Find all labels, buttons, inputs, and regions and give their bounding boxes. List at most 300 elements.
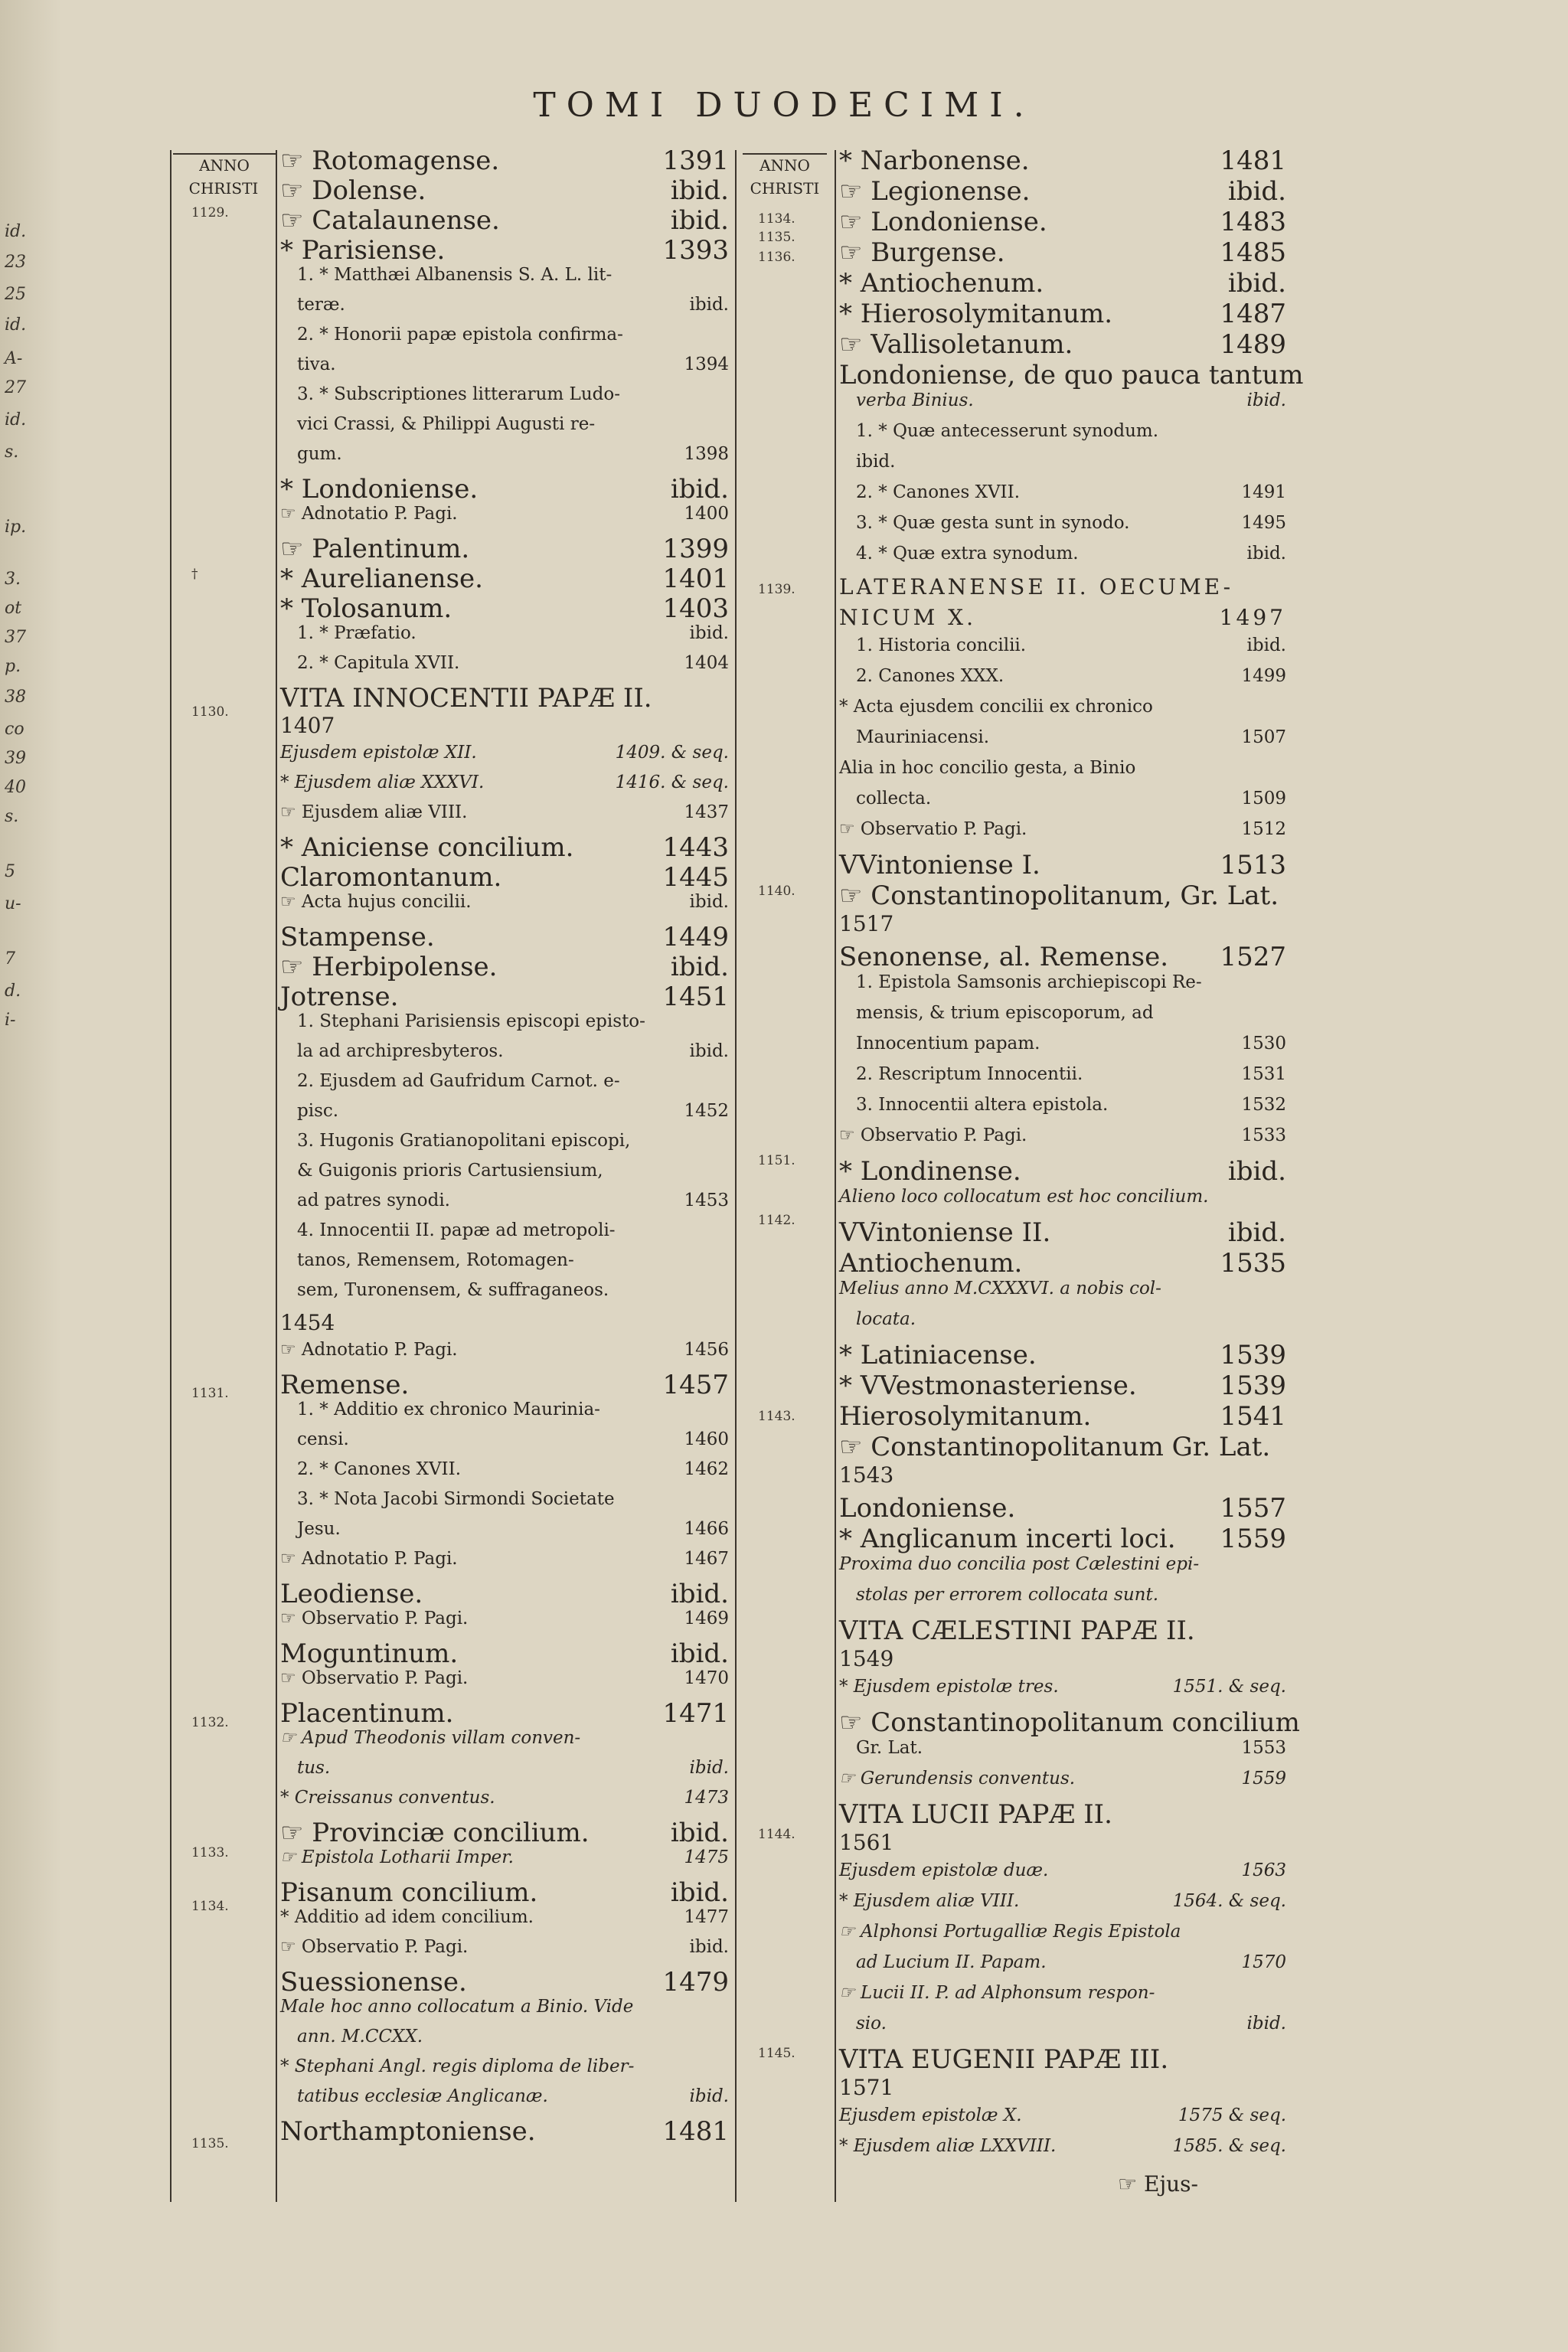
index-entry (280, 832, 729, 862)
index-entry (280, 1937, 729, 1967)
entry-title: LATERANENSE II. OECUME- (839, 574, 1234, 599)
entry-title: VVintoniense II. (839, 1217, 1051, 1248)
entry-title: Jotrense. (280, 982, 399, 1012)
index-entry (839, 268, 1286, 299)
index-entry (839, 1524, 1286, 1554)
gutter-mark: 3. (5, 570, 21, 589)
entry-title: ☞ Gerundensis conventus. (839, 1769, 1076, 1788)
index-entry (280, 1698, 729, 1728)
entry-page: ibid. (1246, 2014, 1286, 2034)
entry-title: verba Binius. (856, 390, 974, 410)
year-marker: 1144. (758, 1827, 795, 1842)
index-entry (839, 1677, 1286, 1707)
entry-title: Ejusdem epistolæ XII. (280, 743, 477, 763)
index-entry (280, 1818, 729, 1847)
index-entry (280, 414, 729, 444)
index-entry (280, 1101, 729, 1131)
entry-title: teræ. (297, 295, 345, 315)
gutter-mark: ot (5, 599, 22, 618)
entry-title: * Stephani Angl. regis diploma de liber- (280, 2056, 635, 2076)
index-entry (839, 1830, 1286, 1860)
entry-page: 1401 (662, 564, 729, 594)
entry-title: * Aurelianense. (280, 564, 483, 594)
year-marker: 1129. (191, 205, 229, 220)
year-marker: 1131. (191, 1386, 229, 1401)
entry-title: 4. * Quæ extra synodum. (856, 544, 1079, 564)
entry-title: tanos, Remensem, Rotomagen- (297, 1250, 574, 1270)
entry-title: 1571 (839, 2075, 894, 2100)
index-entry (839, 1217, 1286, 1248)
gutter-mark: 27 (5, 378, 26, 397)
index-entry (280, 2027, 729, 2056)
entry-title: ☞ Palentinum. (280, 534, 470, 564)
entry-page: ibid. (689, 295, 729, 315)
entry-page: ibid. (689, 1041, 729, 1061)
index-entry (839, 1401, 1286, 1432)
index-entry (280, 922, 729, 952)
right-header-rule-top (743, 153, 827, 155)
entry-title: 2. * Canones XVII. (297, 1459, 462, 1479)
entry-title: Male hoc anno collocatum a Binio. Vide (280, 1997, 634, 2017)
index-entry (839, 1738, 1286, 1769)
gutter-mark: s. (5, 443, 19, 462)
index-entry (280, 1758, 729, 1788)
entry-title: VITA LUCII PAPÆ II. (839, 1799, 1112, 1830)
entry-title: * Hierosolymitanum. (839, 299, 1113, 329)
entry-page: ibid. (1227, 268, 1286, 299)
entry-title: ☞ Ejusdem aliæ VIII. (280, 802, 468, 822)
entry-title: ☞ Adnotatio P. Pagi. (280, 1340, 458, 1360)
entry-page: ibid. (670, 952, 729, 982)
entry-title: Alieno loco collocatum est hoc concilium. (839, 1187, 1209, 1207)
entry-title: 2. Ejusdem ad Gaufridum Carnot. e- (297, 1071, 620, 1091)
entry-title: Londoniense, de quo pauca tantum (839, 360, 1304, 390)
index-entry (280, 265, 729, 295)
entry-page: 1533 (1241, 1125, 1286, 1145)
left-year-rule (276, 150, 277, 2202)
index-entry (839, 727, 1286, 758)
index-entry (839, 819, 1286, 850)
entry-page: ibid. (1227, 1217, 1286, 1248)
entry-page: 1460 (684, 1429, 729, 1449)
entry-page: 1404 (684, 653, 729, 673)
year-marker: † (191, 567, 198, 582)
entry-title: 1. * Matthæi Albanensis S. A. L. lit- (297, 265, 612, 285)
entry-page: ibid. (670, 1877, 729, 1908)
index-entry (839, 1095, 1286, 1125)
index-entry (839, 850, 1286, 880)
entry-page: 1471 (662, 1698, 729, 1729)
entry-page: 1489 (1220, 329, 1286, 360)
left-christi-label: CHRISTI (188, 179, 259, 198)
entry-title: ☞ Epistola Lotharii Imper. (280, 1847, 514, 1867)
gutter-mark: u- (5, 894, 21, 913)
entry-title: stolas per errorem collocata sunt. (856, 1585, 1159, 1605)
entry-title: * Antiochenum. (839, 268, 1044, 299)
entry-title: Northamptoniense. (280, 2116, 536, 2147)
entry-page: ibid. (689, 1758, 729, 1778)
entry-title: ad Lucium II. Papam. (856, 1952, 1047, 1972)
index-entry (280, 593, 729, 623)
entry-title: VITA EUGENII PAPÆ III. (839, 2044, 1169, 2075)
entry-title: Stampense. (280, 922, 435, 952)
entry-title: ibid. (856, 452, 896, 472)
index-entry (280, 862, 729, 892)
index-entry (839, 2014, 1286, 2044)
entry-title: ☞ Observatio P. Pagi. (280, 1668, 469, 1688)
year-marker: 1143. (758, 1409, 795, 1424)
entry-title: & Guigonis prioris Cartusiensium, (297, 1161, 603, 1181)
entry-page: ibid. (670, 175, 729, 206)
entry-page: 1467 (684, 1549, 729, 1569)
entry-page: 1539 (1220, 1370, 1286, 1401)
index-entry (839, 299, 1286, 329)
entry-title: ☞ Londoniense. (839, 207, 1047, 237)
entry-title: pisc. (297, 1101, 339, 1121)
entry-title: Senonense, al. Remense. (839, 942, 1168, 972)
entry-page: 1477 (684, 1907, 729, 1927)
entry-title: 2. * Canones XVII. (856, 482, 1021, 502)
entry-page: 1475 (684, 1847, 729, 1867)
index-entry (280, 325, 729, 354)
index-entry (280, 743, 729, 773)
index-entry (280, 384, 729, 414)
index-entry (280, 653, 729, 683)
right-year-rule (835, 150, 836, 2202)
entry-page: 1485 (1220, 237, 1286, 268)
entry-title: * Additio ad idem concilium. (280, 1907, 534, 1927)
entry-title: sem, Turonensem, & suffraganeos. (297, 1280, 609, 1300)
index-entry (839, 1309, 1286, 1340)
entry-page: 1559 (1220, 1524, 1286, 1554)
index-entry (280, 1370, 729, 1400)
entry-page: ibid. (689, 892, 729, 912)
index-entry (280, 354, 729, 384)
entry-title: Ejusdem epistolæ X. (839, 2105, 1022, 2125)
entry-title: 3. * Quæ gesta sunt in synodo. (856, 513, 1130, 533)
entry-title: ☞ Observatio P. Pagi. (280, 1609, 469, 1628)
gutter-mark: 38 (5, 688, 26, 707)
entry-title: ☞ Alphonsi Portugalliæ Regis Epistola (839, 1922, 1181, 1942)
index-entry (280, 1519, 729, 1549)
index-entry (839, 1493, 1286, 1524)
index-entry (839, 237, 1286, 268)
entry-title: Moguntinum. (280, 1638, 459, 1669)
year-marker: 1134. (758, 211, 795, 227)
gutter-mark: 25 (5, 285, 26, 304)
entry-page: 1416. & seq. (615, 773, 729, 792)
entry-title: vici Crassi, & Philippi Augusti re- (297, 414, 596, 434)
entry-title: Claromontanum. (280, 862, 502, 893)
year-marker: 1130. (191, 704, 229, 720)
index-entry (280, 773, 729, 802)
index-entry (280, 534, 729, 564)
entry-page: 1391 (662, 145, 729, 176)
entry-title: ann. M.CCXX. (297, 2027, 423, 2047)
entry-title: 2. * Honorii papæ epistola confirma- (297, 325, 623, 345)
entry-page: 1509 (1241, 789, 1286, 808)
year-marker: 1140. (758, 884, 795, 899)
index-entry (839, 2075, 1286, 2105)
entry-title: Jesu. (297, 1519, 341, 1539)
entry-page: ibid. (670, 474, 729, 505)
index-entry (839, 1340, 1286, 1370)
entry-page: 1452 (684, 1101, 729, 1121)
entry-page: 1530 (1241, 1034, 1286, 1054)
entry-title: * Londoniense. (280, 474, 479, 505)
gutter-mark: id. (5, 410, 27, 430)
index-entry (280, 982, 729, 1011)
entry-page: 1479 (662, 1967, 729, 1998)
index-entry (280, 1400, 729, 1429)
entry-title: VITA INNOCENTII PAPÆ II. (280, 683, 652, 714)
right-anno-label: ANNO (760, 156, 810, 175)
index-entry (839, 1769, 1286, 1799)
left-anno-label: ANNO (199, 156, 250, 175)
index-entry (839, 1370, 1286, 1401)
gutter-mark: d. (5, 982, 21, 1001)
index-entry (839, 1585, 1286, 1615)
index-entry (280, 952, 729, 982)
entry-title: Mauriniacensi. (856, 727, 990, 747)
entry-page: ibid. (670, 1579, 729, 1609)
left-header-rule-top (173, 153, 276, 155)
index-entry (280, 1220, 729, 1250)
entry-page: 1456 (684, 1340, 729, 1360)
index-entry (280, 1549, 729, 1579)
catchword: ☞ Ejus- (1118, 2171, 1198, 2197)
running-head: TOMI DUODECIMI. (533, 86, 1035, 125)
entry-page: 1403 (662, 593, 729, 624)
entry-title: ☞ Adnotatio P. Pagi. (280, 504, 458, 524)
entry-title: 3. * Subscriptiones litterarum Ludo- (297, 384, 620, 404)
entry-title: ad patres synodi. (297, 1191, 450, 1210)
entry-title: Placentinum. (280, 1698, 454, 1729)
entry-title: ☞ Constantinopolitanum Gr. Lat. (839, 1432, 1271, 1462)
index-entry (839, 1860, 1286, 1891)
index-entry (839, 605, 1286, 635)
gutter-mark: i- (5, 1011, 16, 1030)
gutter-mark: s. (5, 807, 19, 826)
index-entry (839, 1125, 1286, 1156)
entry-title: 1407 (280, 713, 335, 738)
entry-page: ibid. (1227, 1156, 1286, 1187)
entry-title: 1561 (839, 1830, 894, 1855)
index-entry (280, 1728, 729, 1758)
year-marker: 1145. (758, 2046, 795, 2061)
center-rule (735, 150, 737, 2202)
entry-title: VVintoniense I. (839, 850, 1040, 880)
entry-page: 1394 (684, 354, 729, 374)
entry-page: ibid. (670, 1638, 729, 1669)
entry-title: * Anglicanum incerti loci. (839, 1524, 1176, 1554)
entry-title: * Ejusdem epistolæ tres. (839, 1677, 1059, 1697)
index-entry (839, 176, 1286, 207)
index-entry (839, 513, 1286, 544)
index-entry (280, 175, 729, 205)
entry-title: 3. Hugonis Gratianopolitani episcopi, (297, 1131, 631, 1151)
entry-title: 2. Rescriptum Innocentii. (856, 1064, 1083, 1084)
entry-title: * Creissanus conventus. (280, 1788, 495, 1808)
entry-page: ibid. (1246, 390, 1286, 410)
index-entry (280, 2056, 729, 2086)
entry-page: 1399 (662, 534, 729, 564)
entry-title: locata. (856, 1309, 916, 1329)
entry-page: 1400 (684, 504, 729, 524)
entry-title: ☞ Lucii II. P. ad Alphonsum respon- (839, 1983, 1155, 2003)
entry-title: 2. * Capitula XVII. (297, 653, 460, 673)
entry-page: 1527 (1220, 942, 1286, 972)
entry-title: * Ejusdem aliæ VIII. (839, 1891, 1020, 1911)
index-entry (839, 329, 1286, 360)
index-entry (280, 802, 729, 832)
entry-title: tatibus ecclesiæ Anglicanæ. (297, 2086, 548, 2106)
entry-page: 1535 (1220, 1248, 1286, 1279)
index-entry (839, 2044, 1286, 2075)
entry-title: 1517 (839, 911, 894, 936)
entry-page: 1563 (1241, 1860, 1286, 1880)
entry-title: ☞ Observatio P. Pagi. (839, 1125, 1027, 1145)
index-entry (280, 1609, 729, 1638)
entry-title: gum. (297, 444, 342, 464)
index-entry (280, 145, 729, 175)
gutter-mark: ip. (5, 518, 27, 537)
entry-title: * Latiniacense. (839, 1340, 1037, 1370)
index-entry (280, 444, 729, 474)
entry-page: ibid. (689, 2086, 729, 2106)
entry-page: 1483 (1220, 207, 1286, 237)
entry-title: tus. (297, 1758, 331, 1778)
entry-title: Gr. Lat. (856, 1738, 923, 1758)
index-entry (839, 1799, 1286, 1830)
entry-page: 1507 (1241, 727, 1286, 747)
entry-page: 1449 (662, 922, 729, 952)
index-entry (280, 564, 729, 593)
entry-title: 1. * Præfatio. (297, 623, 416, 643)
entry-title: Hierosolymitanum. (839, 1401, 1092, 1432)
index-entry (280, 1161, 729, 1191)
index-entry (839, 880, 1286, 911)
index-entry (280, 2116, 729, 2146)
entry-page: 1513 (1220, 850, 1286, 880)
left-outer-rule (170, 150, 172, 2202)
entry-page: 1551. & seq. (1172, 1677, 1286, 1697)
entry-page: 1487 (1220, 299, 1286, 329)
index-entry (839, 1432, 1286, 1462)
entry-title: * Londinense. (839, 1156, 1021, 1187)
index-entry (280, 1429, 729, 1459)
index-entry (839, 482, 1286, 513)
entry-page: 1462 (684, 1459, 729, 1479)
entry-title: sio. (856, 2014, 887, 2034)
index-entry (839, 1064, 1286, 1095)
index-entry (839, 1279, 1286, 1309)
entry-page: 1470 (684, 1668, 729, 1688)
entry-title: ☞ Observatio P. Pagi. (839, 819, 1027, 839)
entry-title: * Aniciense concilium. (280, 832, 574, 863)
entry-title: ☞ Catalaunense. (280, 205, 500, 236)
entry-page: 1445 (662, 862, 729, 893)
gutter-mark: 7 (5, 949, 15, 969)
index-entry (839, 1003, 1286, 1034)
gutter-mark: A- (5, 349, 23, 368)
index-entry (839, 1983, 1286, 2014)
entry-page: 1570 (1241, 1952, 1286, 1972)
entry-title: ☞ Burgense. (839, 237, 1005, 268)
entry-title: 4. Innocentii II. papæ ad metropoli- (297, 1220, 616, 1240)
entry-page: ibid. (1227, 176, 1286, 207)
index-entry (280, 295, 729, 325)
index-entry (280, 683, 729, 713)
entry-page: 1491 (1241, 482, 1286, 502)
gutter-mark: id. (5, 222, 27, 241)
entry-page: 1469 (684, 1609, 729, 1628)
entry-title: collecta. (856, 789, 932, 808)
entry-page: 1585. & seq. (1172, 2136, 1286, 2156)
index-entry (839, 911, 1286, 942)
index-entry (839, 1922, 1286, 1952)
entry-title: * VVestmonasteriense. (839, 1370, 1137, 1401)
index-entry (839, 574, 1286, 605)
year-marker: 1132. (191, 1715, 229, 1730)
index-entry (280, 1250, 729, 1280)
index-entry (839, 1952, 1286, 1983)
index-entry (280, 1041, 729, 1071)
entry-page: 1575 & seq. (1178, 2105, 1286, 2125)
index-entry (280, 1638, 729, 1668)
index-entry (839, 1707, 1300, 1738)
entry-page: 1512 (1241, 819, 1286, 839)
entry-page: 1443 (662, 832, 729, 863)
year-marker: 1135. (191, 2136, 229, 2151)
entry-page: ibid. (689, 1937, 729, 1957)
entry-title: ☞ Acta hujus concilii. (280, 892, 472, 912)
entry-page: 1564. & seq. (1172, 1891, 1286, 1911)
index-entry (280, 205, 729, 235)
entry-title: Ejusdem epistolæ duæ. (839, 1860, 1049, 1880)
year-marker: 1134. (191, 1899, 229, 1914)
index-entry (839, 1615, 1286, 1646)
entry-title: Antiochenum. (839, 1248, 1023, 1279)
entry-title: Suessionense. (280, 1967, 467, 1998)
entry-page: ibid. (670, 1818, 729, 1848)
year-marker: 1136. (758, 250, 795, 265)
index-entry (280, 1907, 729, 1937)
entry-page: ibid. (689, 623, 729, 643)
entry-title: Melius anno M.CXXXVI. a nobis col- (839, 1279, 1161, 1298)
index-entry (280, 1579, 729, 1609)
index-entry (839, 1891, 1286, 1922)
gutter-mark: 39 (5, 749, 26, 768)
entry-page: ibid. (1246, 544, 1286, 564)
entry-title: * Tolosanum. (280, 593, 452, 624)
entry-title: ☞ Observatio P. Pagi. (280, 1937, 469, 1957)
entry-title: 1. Epistola Samsonis archiepiscopi Re- (856, 972, 1202, 992)
entry-title: la ad archipresbyteros. (297, 1041, 504, 1061)
entry-title: ☞ Provinciæ concilium. (280, 1818, 590, 1848)
entry-title: * Narbonense. (839, 145, 1030, 176)
index-entry (839, 544, 1286, 574)
gutter-mark: 5 (5, 862, 15, 881)
index-entry (839, 1034, 1286, 1064)
index-entry (839, 452, 1286, 482)
entry-title: 1. * Additio ex chronico Maurinia- (297, 1400, 600, 1419)
index-entry (839, 942, 1286, 972)
entry-title: ☞ Constantinopolitanum, Gr. Lat. (839, 880, 1279, 911)
entry-page: 1451 (662, 982, 729, 1012)
index-entry (280, 1967, 729, 1997)
index-entry (839, 1646, 1286, 1677)
